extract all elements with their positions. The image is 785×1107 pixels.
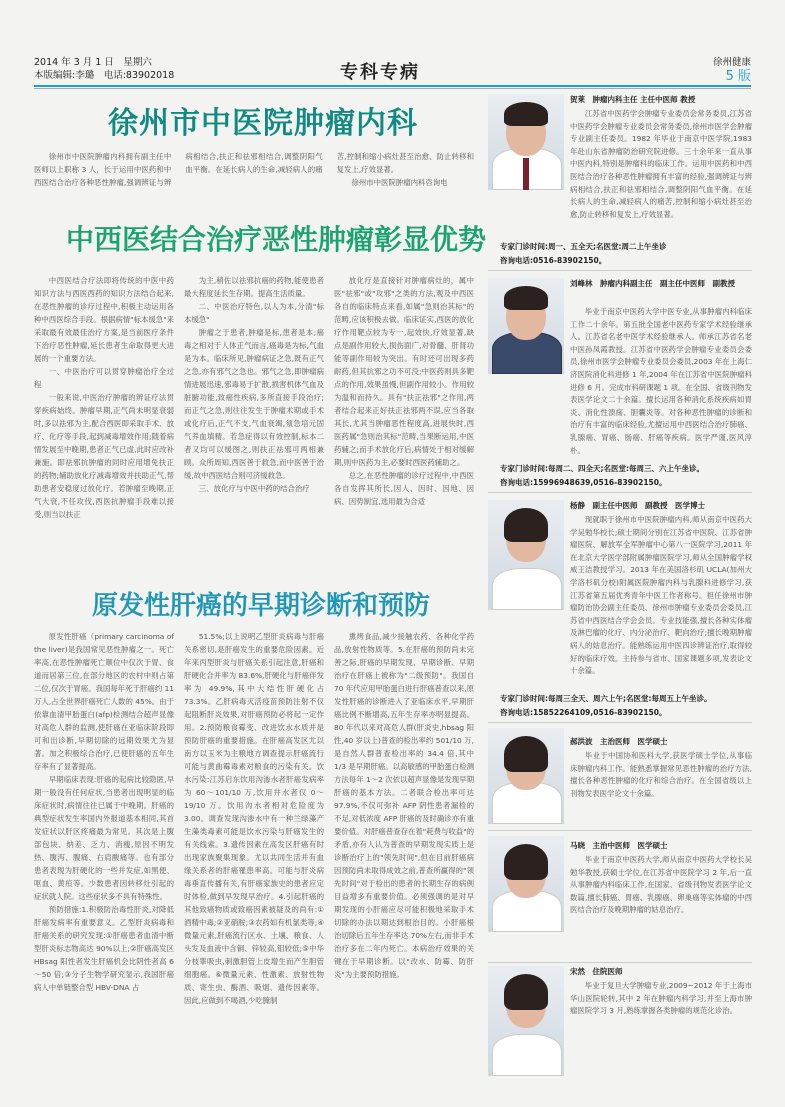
doctor-bio-text: 毕业于复旦大学肿瘤专业,2009~2012 年于上海市华山医院轮转,其中 2 年在肿瘤内科学习,并至上海市肿瘤医院学习 3 月,熟练掌握各类肿瘤的规范化诊治。 <box>570 981 752 1016</box>
doctor-bio <box>570 854 752 958</box>
article3-para: 原发性肝癌（primary carcinoma of the liver)是我国常见恶性肿瘤之一。死亡率高,在恶性肿瘤死亡顺位中仅次于胃、食道而居第三位,在部分地区的农村中则占第二位,仅次于胃癌。我国每年死于肝癌约 11 万人,占全世界肝癌死亡人数的 45%。由于依靠血清甲胎蛋白(afp)检测结合超声显像对高危人群的监测,使肝癌在亚临床阶段即可和出诊断,早期切除的远期效果尤为显著。加之积极综合治疗,已使肝癌的五年生存率有了显著提高。 <box>34 632 174 771</box>
doctor-name: 马晓 主治中医师 医学硕士 <box>570 841 668 850</box>
article2-title: 中西医结合治疗恶性肿瘤彰显优势 <box>66 223 487 256</box>
doctor-bio-text: 毕业于中国协和医科大学,获医学硕士学位,从事临床肿瘤内科工作。能熟悉掌握常见恶性肿瘤的治疗方法,擅长各种恶性肿瘤的化疗和综合治疗。在全国省级以上刊物发表医学论文十余篇。 <box>570 751 752 798</box>
article2-para: 一般来说,中医治疗肿瘤的辨证疗法贯穿疾病始终。肿瘤早期,正气尚未明显衰弱时,多以祛邪为主,配合西医即采取手术、放疗、化疗等手段,起到减毒增效作用;随着病情发展至中晚期,患者正气已虚,此时应改补兼施。即祛邪抗肿瘤的同时应用增免扶正的药物;辅助放化疗减毒增效并扶助正气,帮助患者安稳度过放化疗。若肿瘤至晚期,正气大衰,不任攻伐,西医抗肿瘤手段难以接受,则当以扶正 <box>34 393 174 519</box>
doctor-name: 杨静 副主任中医师 副教授 医学博士 <box>570 501 705 510</box>
doctor-name: 刘峰林 肿瘤内科副主任 副主任中医师 副教授 <box>570 279 735 288</box>
section-title: 专科专病 <box>340 62 420 83</box>
doctor-bio-text: 毕业于南京中医药大学,师从南京中医药大学校长吴勉华教授,获硕士学位,在江苏省中医院学习 2 年,后一直从事肿瘤内科临床工作,在国家、省级刊物发表医学论文数篇,擅长肺癌、胃癌、乳腺癌、卵巢癌等实体瘤的中西医结合治疗及晚期肿瘤的姑息治疗。 <box>570 855 752 915</box>
divider <box>488 722 752 723</box>
divider <box>488 492 752 493</box>
doctor-bio <box>570 750 752 828</box>
article2-col3 <box>334 274 474 564</box>
doctor-photo <box>488 500 564 610</box>
doctor-phone: 咨询电话:0516-83902150。 <box>500 256 607 265</box>
article2-para: 中西医结合疗法即将传统的中医中药知识方法与西医西药的知识方法结合起来,在恶性肿瘤的诊疗过程中,积极主动运用各种中西医综合手段。根据病情"标本缓急"来采取最有效最佳治疗方案,是当前医疗条件下治疗恶性肿瘤,延长患者生命取得更大进展的一个重要方法。 <box>34 276 174 363</box>
article2-subhead: 三、放化疗与中医中药的结合治疗 <box>198 484 310 493</box>
editor-info: 本版编辑:李璐 电话:83902018 <box>34 70 175 81</box>
article3-col2 <box>184 630 324 1078</box>
doctor-photo <box>488 836 564 932</box>
doctor-name: 贺莱 肿瘤内科主任 主任中医师 教授 <box>570 95 696 104</box>
article2-col2 <box>184 274 324 564</box>
doctor-name: 宋然 住院医师 <box>570 967 623 976</box>
article3-col3 <box>334 630 474 1078</box>
article3-col1 <box>34 630 174 1078</box>
article1-para: 徐州市中医院肿瘤内科拥有副主任中医师以上职称 3 人，长于运用中医药和中西医结合治疗各种恶性肿瘤,强调辨证与辨病相结合,扶正和祛邪相结合,调整阴阳气血平衡。在延长病人的生命,减轻病人的痛苦,控制和缩小病灶甚至治愈、防止转移和复发上,疗效显著。 <box>34 152 474 187</box>
doctor-photo <box>488 966 564 1076</box>
article2-para: 放化疗是直接针对肿瘤病灶的，属中医"祛邪"或"攻邪"之类的方法,观及中西医各自的临床特点来看,如属"急则治其标"的范畴,应该积极去做。临床证实,西医的放化疗作用靶点较为专一,起效快,疗效显著,缺点是副作用较大,损伤面广,对骨髓、肝肾功能等副作用较为突出。有时还可出现多药耐药,但其抗邪之功不可没;中医药则具多靶点的作用,效果虽慢,但副作用较小。作用较为温和而持久。具有"扶正祛邪"之作用,两者结合起来正好扶正祛邪两不误,应当各取其长,尤其当肿瘤恶性程度高,进展快时,西医药属"急则治其标"范畴,当果断运用,中医药辅之;而手术放化疗后,病情处于相对缓解期,则中医药为主,必要时西医药辅助之。 <box>334 276 474 467</box>
article1-para: 徐州市中医院肿瘤内科咨询电 <box>351 178 448 187</box>
doctor-bio-text: 毕业于南京中医药大学中医专业,从事肿瘤内科临床工作二十余年。第五批全国老中医药专家学术经验继承人。江苏省名老中医学术经验继承人。师承江苏省名老中医孙凤霞教授。江苏省中医药学会肿瘤专业委员会委员,徐州市医学会肿瘤专业委员会委员,2003 年在上海仁济医院消化科进修 1 年,2004 年在江苏省中医院肿瘤科进修 6 月。完成市科研课题 1 项。在全国、省级刊物发表医学论文二十余篇。擅长运用各种消化系统疾病如胃炎、消化性溃疡、胆囊炎等。对各种恶性肿瘤的诊断和治疗有丰富的临床经验,尤擅运用中西医结合治疗肺癌、乳腺癌、胃癌、肠癌、肝癌等疾病。医学严谨,医风淳朴。 <box>570 307 752 455</box>
divider <box>488 962 752 963</box>
doctor-photo <box>488 278 564 374</box>
doctor-hours: 专家门诊时间:每周三全天、周六上午;名医堂:每周五上午坐诊。 <box>500 694 712 703</box>
doctor-hours: 专家门诊时间:周一、五全天;名医堂:周二上午坐诊 <box>500 242 667 251</box>
masthead-right <box>713 56 751 84</box>
article2-para: 总之,在恶性肿瘤的诊疗过程中,中西医各自发挥其所长,因人、因时、因地、因病、因势制宜,选用最为合适 <box>334 471 474 506</box>
header-rule <box>34 85 751 87</box>
article2-para: 为主,稍佐以祛邪抗癌的药物,能使患者最大程度延长生存期。提高生活质量。 <box>184 276 324 298</box>
divider <box>488 270 752 271</box>
doctor-name: 郝洪波 主治医师 医学硕士 <box>570 737 668 746</box>
article1-title: 徐州市中医院肿瘤内科 <box>108 106 418 141</box>
doctor-bio-continued <box>488 196 752 246</box>
article2-subhead: 一、中医治疗可以贯穿肿瘤治疗全过程 <box>34 367 174 389</box>
article2-para: 肿瘤之于患者,肿瘤是标,患者是本;癌毒之相对于人体正气而言,癌毒是为标,气血是为本。临床所见,肿瘤病证之急,既有正气之急,亦有邪气之急也。邪气之急,即肿瘤病情进展迅速,邪毒易于扩散,损害机体气血及脏腑功能,致癌性疾病,多所直接手段治疗;而正气之急,则往往发生于肿瘤术期或手术或化疗后,正气不支,气血衰竭,须急培元固气养血填精。若急症得以有效控制,标本二者又均可以缓图之,则扶正祛邪可两相兼顾。众所周知,西医善于救急,而中医善于治缓,故中西医结合则可济缓救急。 <box>184 328 324 480</box>
article1-body <box>34 150 474 194</box>
article2-subhead: 二、中医治疗特色,以人为本,分清"标本缓急" <box>184 302 324 324</box>
doctor-bio-text: 现就职于徐州市中医院肿瘤内科,师从南京中医药大学吴勉华校长;硕士期间分别在江苏省中医院、江苏省肿瘤医院、解放军全军肿瘤中心第八一医院学习,2011 年在北京大学医学部附属肿瘤医院学习,师从全国肿瘤学权威王洁教授学习。2013 年在美国洛杉矶 UCLA(加州大学洛杉矶分校)附属医院肿瘤内科与乳腺科进修学习,获江苏省第五届优秀青年中医工作者称号。担任徐州市肿瘤防治协会副主任委员、徐州市肿瘤专业委员会委员,江苏省中西医结合学会会员。专业技能强,擅长各种实体瘤及淋巴瘤的化疗、内分泌治疗、靶向治疗;擅长晚期肿瘤病人的姑息治疗。能熟练运用中医四诊辨证治疗,取得较好的临床疗效。主持参与省市、国家课题多项,发表论文十余篇。 <box>570 515 752 676</box>
doctor-phone: 咨询电话:15996948639,0516-83902150。 <box>500 478 667 487</box>
masthead-left <box>34 56 174 82</box>
page-number: 5 版 <box>725 69 751 84</box>
article3-para: 熏烤食品,减少接触农药、各种化学药品,放射性物质等。5.在肝癌的预防尚未完善之际,肝癌的早期发现、早期诊断、早期治疗在肝癌上被称为"二级预防"。我国自 70 年代应用甲胎蛋白进行肝癌普查以来,原发性肝癌的诊断进入了亚临床水平,早期肝癌比例不断增高,五年生存率亦明显提高。80 年代以来对高危人群(肝炎史,hbsag 阳性,40 岁以上)普查的检出率约 501/10 万,是自然人群普查检出率的 34.4 倍,其中 1/3 是早期肝癌。以高敏感的甲胎蛋白检测方法每年 1～2 次依以超声显像是发现早期肝癌的基本方法。二者联合检出率可达 97.9%,不仅可弥补 AFP 阴性患者漏检的不足,对低浓度 AFP 肝癌的及时确诊亦有重要价值。对肝癌普查存在着"耗费与收益"的矛盾,亦有人认为普查的早期发现实质上是诊断治疗上的"领先时间",但在目前肝癌病因预防尚未取得成效之前,普查所赢得的"领先时间"对于检出的患者的长期生存的病例目益增多有重要价值。必须强调的是对早期发现的小肝癌应尽可能积极地采取手术切除的办法以期达到根治目的。小肝癌根治切除后五年生存率达 70%左右,而非手术治疗多在二年内死亡。本病治疗效果的关键在于早期诊断。以"改水、防霉、防肝炎"为主要预防措施。 <box>334 632 474 979</box>
doctor-bio <box>570 108 752 219</box>
doctor-bio <box>570 980 752 1076</box>
doctor-bio-text: 江苏省中医药学会肿瘤专业委员会常务委员,江苏省中医药学会肿瘤专业委员会常务委员,徐州市医学会肿瘤专业副主任委员。1982 年毕业于南京中医学院,1983 年赴山东省肿瘤防治研究院进修。三十余年来一直从事中医内科,特别是肿瘤科的临床工作。运用中医药和中西医结合治疗各种恶性肿瘤拥有丰富的经验,强调辨证与辨病相结合,扶正和祛邪相结合,调整阴阳气血平衡。在延长病人的生命,减轻病人的痛苦,控制和缩小病灶甚至治愈,防止转移和复发上,疗效显著。 <box>570 109 752 219</box>
doctor-phone: 咨询电话:15852264109,0516-83902150。 <box>500 708 667 717</box>
doctor-photo <box>488 94 564 190</box>
article3-para: 51.5%;以上说明乙型肝炎病毒与肝癌关系密切,是肝癌发生的重要危险因素。近年来丙型肝炎与肝癌关系引起注意,肝癌和肝硬化合并率为 83.6%,肝硬化与肝癌伴发率为 49.9%,其中大结性肝硬化占 73.3%。乙肝病毒灭活疫苗预防注射不仅起阻断肝炎效果,对肝癌预防必将起一定作用。2.预防粮食霉变、改进饮水水质并是预防肝癌的重要措施。在肝癌高发区尤以南方以玉米为主粮地方调查提示肝癌流行可能与黄曲霉毒素对粮食的污染有关。饮水污染:江苏启东饮用沟渗水者肝癌发病率为 60～101/10 万,饮用井水者仅 0～19/10 万。饮用沟水者相对危险度为 3.00。调查发现沟渗水中有一种兰绿藻产生藻类毒素可能是饮水污染与肝癌发生的有关线索。3.遗传因素在高发区肝癌有时出现家族聚集现象。尤以共同生活并有血缘关系者的肝癌罹患率高。可能与肝炎病毒垂直传播有关,有肝癌家族史的患者应定时体检,做到早发现早治疗。4.引起肝癌的其他致癌物质或致癌因素被疑及的尚有:①酒精中毒;②亚硝胺;③农药如有机氯类等;④微量元素,肝癌流行区水、土壤、粮食、人头发及血液中含铜、锌较高,钼较低;⑤中华分枝睾吸虫,刺激胆管上皮增生而产生胆管细胞癌。⑥微量元素、性激素、放射性物质、寄生虫、酶酒、吸烟、遗传因素等。因此,应做到不喝酒,少吃腌制 <box>184 632 324 1005</box>
article3-para: 早期临床表现:肝癌的起病比较隐匿,早期一般没有任何症状,当患者出现明显的临床症状时,病情往往已属于中晚期。肝癌的典型症状发生率国内外报道基本相同,其首发症状以肝区疼痛最为常见。其次是上腹部包块、纳差、乏力、消瘦,原因不明发热、腹泻、腹痛、右肩酸痛等。也有部分患者表现为肝硬化的一些并发症,如黑便、呕血、黄疸等。少数患者因转移灶引起的症状就人院。这些症状多不具有特殊性。 <box>34 775 174 901</box>
article2-col1 <box>34 274 174 564</box>
divider <box>488 830 752 831</box>
article3-para: 预防措施:1.积极防治毒性肝炎,对降低肝癌发病率有重要意义。乙型肝炎病毒和肝癌关系的研究发现:①肝癌患者血清中断型肝炎标志物高达 90%以上;②肝癌高发区 HBsag 阳性者发生肝癌机会比阴性者高 6～50 倍;③分子生物学研究显示,我国肝癌病人中单链整合型 HBV-DNA 占 <box>34 905 174 992</box>
article3-title: 原发性肝癌的早期诊断和预防 <box>92 591 431 621</box>
doctor-photo <box>488 728 564 824</box>
issue-date: 2014 年 3 月 1 日 星期六 <box>34 57 152 68</box>
header-rule-thin <box>34 88 751 89</box>
doctor-hours: 专家门诊时间:每周二、四全天;名医堂:每周三、六上午坐诊。 <box>500 464 704 473</box>
paper-name: 徐州健康 <box>712 57 751 68</box>
